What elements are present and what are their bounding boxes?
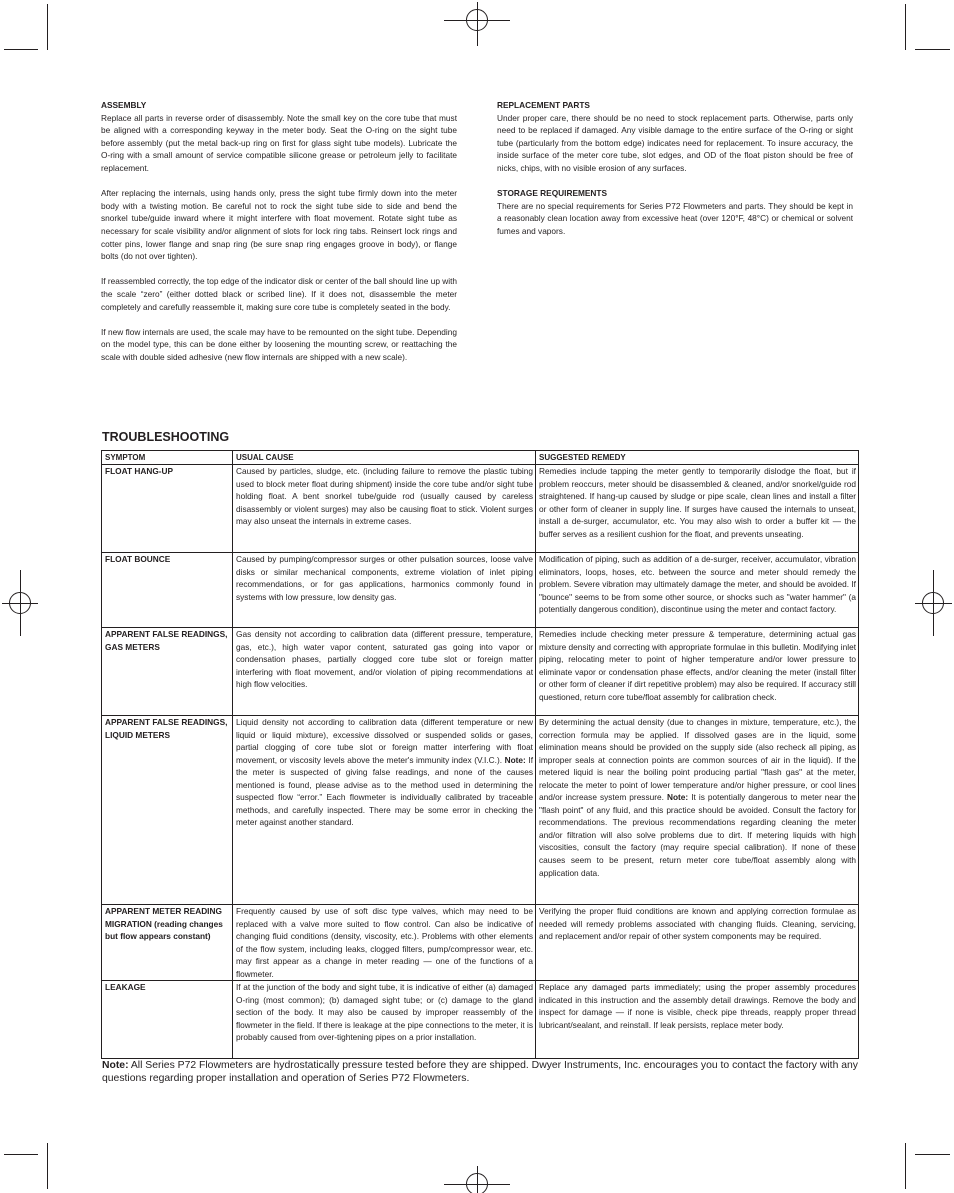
note-label: Note: (504, 754, 526, 765)
column-header-remedy: SUGGESTED REMEDY (536, 451, 859, 465)
remedy-cell: By determining the actual density (due to changes in mixture, temperature, etc.), the correction formula may be applied. If dissolved gases are in the liquid, some elimination means should be provided on the supply side (also recheck all piping, as improper seals at connection points are common sources of air in the liquid). If the metered liquid is near the boiling point producing partial "flash gas" at the meter, relocate the meter to point of lower temperature and/or higher pressure, or cool lines and/or increase system pressure. Note: It is potentially dangerous to meter near the "flash point" of any fluid, and this practice should be avoided. Consult the factory for recommendations. The previous recommendations regarding cleaning the meter and/or filtration will also solve problems due to dirt. If metering liquids with high viscosities, consult the factory (may require special calibration). If none of these causes seem to be present, return meter core tube/float assembly along with application data. (536, 716, 859, 905)
remedy-cell: Verifying the proper fluid conditions are known and applying correction formulae as needed will remedy problems associated with changing fluids. Cleaning, servicing, and replacement and/or repair of other system components may be required. (536, 905, 859, 981)
cause-cell: Liquid density not according to calibration data (different temperature or new liquid or liquid mixture), excessive dissolved or suspended solids or gases, partial clogging of core tube slot or foreign matter interfering with float movement, or viscosity levels above the meter's immunity index (V.I.C.). Note: If the meter is suspected of giving false readings, and none of the causes mentioned is found, please advise as to the method used in determining the suspected flow “error.” Each flowmeter is individually calibrated by traceable methods, and carefully inspected. There may be some error in checking the meter against another standard. (233, 716, 536, 905)
storage-requirements-text: There are no special requirements for Series P72 Flowmeters and parts. They should be kept in a reasonably clean location away from excessive heat (over 120°F, 48°C) or chemical or solvent fumes and vapors. (497, 200, 853, 236)
symptom-cell: APPARENT METER READING MIGRATION (reading changes but flow appears constant) (102, 905, 233, 981)
crop-mark (47, 1143, 48, 1189)
footer-note (102, 1059, 862, 1086)
cause-cell: Caused by pumping/compressor surges or other pulsation sources, loose valve disks or similar mechanical components, extreme violation of inlet piping recommendations, or for gas applications, harmonics commonly found in systems with low pressure, low density gas. (233, 553, 536, 628)
replacement-parts-heading: REPLACEMENT PARTS (497, 100, 590, 110)
table-header-row (102, 451, 859, 465)
table-row (102, 981, 859, 1059)
assembly-paragraph: If new flow internals are used, the scale may have to be remounted on the sight tube. Depending on the model type, this can be done either by loosening the mounting screw, or reattaching the scale with double sided adhesive (new flow internals are shipped with a new scale). (101, 326, 457, 362)
column-header-cause: USUAL CAUSE (233, 451, 536, 465)
crop-mark (905, 1143, 906, 1189)
remedy-cell: Modification of piping, such as addition of a de-surger, receiver, accumulator, vibration eliminators, loops, hoses, etc. between the source and meter should remedy the problem. Severe vibration may ultimately damage the meter, and should be avoided. If "bounce" seems to be from some other source, or shocks such as "water hammer" (a potentially dangerous condition), discontinue using the meter and contact factory. (536, 553, 859, 628)
cause-cell: Caused by particles, sludge, etc. (including failure to remove the plastic tubing used to block meter float during shipment) inside the core tube and/or sight tube holding float. A bent snorkel tube/guide rod (usually caused by careless disassembly or violent surges) may also be causing float to stick. Violent surges may also unseat the internals in extreme cases. (233, 465, 536, 553)
table-row (102, 716, 859, 905)
crop-mark (4, 49, 38, 50)
remedy-cell: Remedies include tapping the meter gently to temporarily dislodge the float, but if problem reoccurs, meter should be disassembled & cleaned, and/or snorkel/guide rod straightened. If hang-up caused by sludge or pipe scale, clean lines and install a filter or other form of cleaner in supply line. If surges have caused the internals to unseat, install a de-surger, accumulator, etc. You may also wish to order a buffer kit — the buffer serves as a resilient cushion for the float, and prevents unseating. (536, 465, 859, 553)
symptom-cell: APPARENT FALSE READINGS, LIQUID METERS (102, 716, 233, 905)
assembly-heading: ASSEMBLY (101, 100, 147, 110)
remedy-cell: Replace any damaged parts immediately; using the proper assembly procedures indicated in this instruction and the assembly detail drawings. Remove the body and inspect for damage — if none is visible, check pipe threads, reapply proper thread lubricant/sealant, and reinstall. If leak persists, replace meter body. (536, 981, 859, 1059)
storage-requirements-heading: STORAGE REQUIREMENTS (497, 188, 608, 199)
table-row (102, 905, 859, 981)
crop-mark (905, 4, 906, 50)
cause-cell: Frequently caused by use of soft disc type valves, which may need to be replaced with a valve more suited to flow control. Can also be indicative of changing fluid conditions (density, viscosity, etc.). Problems with other elements of the flow system, including leaks, clogged filters, pump/compressor wear, etc. may first appear as a change in meter reading — one of the functions of a flowmeter. (233, 905, 536, 981)
symptom-cell: FLOAT HANG-UP (102, 465, 233, 553)
right-column (497, 99, 853, 250)
crop-mark (915, 1154, 950, 1155)
cause-cell: Gas density not according to calibration data (different pressure, temperature, gas, etc.), high water vapor content, saturated gas going into vapor or condensation phases, partially clogged core tube slot or foreign matter interfering with float movement, and/or violation of piping recommendations at high flow velocities. (233, 628, 536, 716)
symptom-cell: LEAKAGE (102, 981, 233, 1059)
remedy-cell: Remedies include checking meter pressure & temperature, determining actual gas mixture density and correcting with appropriate formulae in this bulletin. Modifying inlet piping, relocating meter to point of higher temperature and/or lower pressure to eliminate vapor or condensation phase effects, and/or cleaning the meter (install filter or other form of cleaner if dirt repetitive problem) may also be required. If accuracy still questioned, return core tube/float assembly for calibration check. (536, 628, 859, 716)
table-row (102, 553, 859, 628)
note-label: Note: (102, 1060, 129, 1071)
troubleshooting-heading: TROUBLESHOOTING (102, 430, 230, 444)
replacement-parts-text: Under proper care, there should be no need to stock replacement parts. Otherwise, parts only need to be replaced if damaged. Any visible damage to the entire surface of the O-ring or sight tube (particularly from the bottom edge) indicates need for replacement. To insure accuracy, the inside surface of the meter core tube, slot edges, and OD of the float piston should be free of nicks, chips, with no visible erosion of any surfaces. (497, 112, 853, 173)
assembly-paragraph: If reassembled correctly, the top edge of the indicator disk or center of the ball should line up with the scale “zero” (either dotted black or scribed line). If it does not, disassemble the meter completely and carefully reassemble it, making sure core tube is completely seated in the body. (101, 276, 457, 312)
assembly-paragraph: Replace all parts in reverse order of disassembly. Note the small key on the core tube that must be aligned with a corresponding keyway in the meter body. Seat the O-ring on the sight tube before assembly (put the metal back-up ring on first for glass sight tube models). Lubricate the O-ring with a small amount of service compatible silicone grease or petroleum jelly to facilitate replacement. (101, 112, 457, 173)
note-label: Note: (666, 792, 689, 803)
crop-mark (47, 4, 48, 50)
column-header-symptom: SYMPTOM (102, 451, 233, 465)
table-row (102, 628, 859, 716)
footer-note-text: All Series P72 Flowmeters are hydrostatically pressure tested before they are shipped. Dwyer Instruments, Inc. encourages you to contact the factory with any questions regarding proper installation and operation of Series P72 Flowmeters. (102, 1060, 858, 1085)
crop-mark (915, 49, 950, 50)
crop-mark (4, 1154, 38, 1155)
symptom-cell: FLOAT BOUNCE (102, 553, 233, 628)
cause-cell: If at the junction of the body and sight tube, it is indicative of either (a) damaged O-ring (most common); (b) damaged sight tube; or (c) damage to the gland section of the body. It may also be caused by improper reassembly of the flowmeter in the field. If there is leakage at the pipe connections to the meter, it is probably caused from over-tightening pipes on a prior installation. (233, 981, 536, 1059)
assembly-section (101, 99, 457, 376)
symptom-cell: APPARENT FALSE READINGS, GAS METERS (102, 628, 233, 716)
assembly-paragraph: After replacing the internals, using hands only, press the sight tube firmly down into the meter body with a twisting motion. Be careful not to rock the sight tube side to side and bend the snorkel tube/guide inward where it might interfere with float movement. Rotate sight tube as necessary for scale visibility and/or alignment of slots for lock ring tabs. Reinsert lock rings and cotter pins, lower flange and snap ring (be sure snap ring engages groove in body), or flange bolts (do not over tighten). (101, 188, 457, 262)
table-row (102, 465, 859, 553)
troubleshooting-table (101, 450, 859, 1059)
